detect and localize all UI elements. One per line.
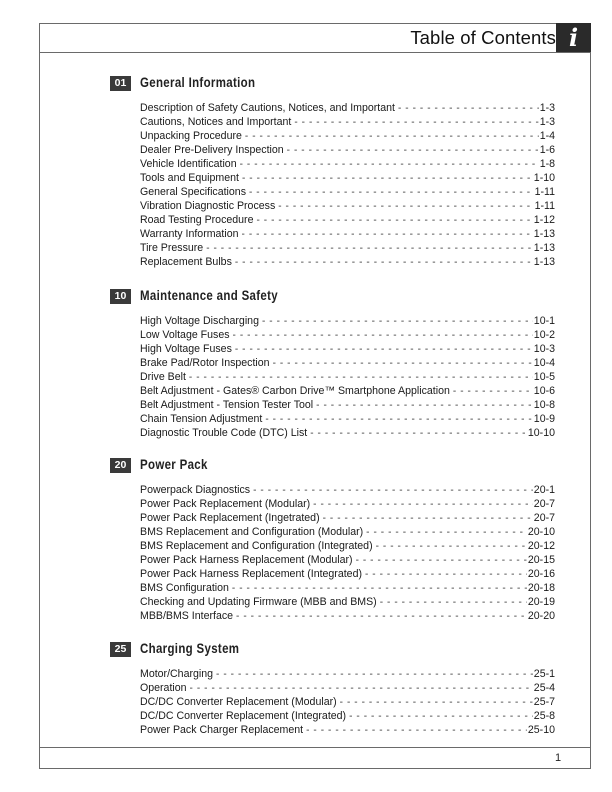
toc-entry-link[interactable]	[140, 143, 555, 157]
toc-entry-label: DC/DC Converter Replacement (Modular)	[140, 696, 337, 708]
section-number-badge: 20	[110, 458, 131, 473]
dot-leader	[310, 427, 527, 441]
toc-entry-link[interactable]	[140, 171, 555, 185]
dot-leader	[206, 242, 533, 256]
toc-entry-link[interactable]	[140, 667, 555, 681]
dot-leader	[189, 371, 533, 385]
toc-entry-label: DC/DC Converter Replacement (Integrated)	[140, 710, 347, 722]
info-icon: i	[556, 23, 591, 52]
dot-leader	[398, 102, 539, 116]
toc-entry-page: 1-6	[539, 144, 555, 156]
toc-entry-link[interactable]	[140, 525, 555, 539]
toc-entry-link[interactable]	[140, 723, 555, 737]
toc-entry-label: Description of Safety Cautions, Notices, and Important	[140, 102, 395, 114]
header-divider	[39, 52, 591, 53]
toc-entry-link[interactable]	[140, 328, 555, 342]
dot-leader	[240, 158, 539, 172]
toc-entry-page: 1-13	[533, 256, 555, 268]
dot-leader	[233, 329, 533, 343]
dot-leader	[262, 315, 533, 329]
toc-entry-label: Brake Pad/Rotor Inspection	[140, 357, 270, 369]
toc-entry-list	[140, 483, 555, 623]
dot-leader	[376, 540, 527, 554]
toc-entry-link[interactable]	[140, 199, 555, 213]
toc-entry-page: 10-3	[533, 343, 555, 355]
toc-entry-label: Chain Tension Adjustment	[140, 413, 263, 425]
toc-entry-page: 20-7	[533, 512, 555, 524]
toc-section	[110, 289, 555, 440]
toc-entry-link[interactable]	[140, 241, 555, 255]
toc-entry-page: 1-11	[534, 186, 555, 198]
toc-entry-label: BMS Configuration	[140, 582, 229, 594]
footer-divider	[39, 747, 591, 748]
toc-entry-page: 25-7	[533, 696, 555, 708]
dot-leader	[253, 484, 533, 498]
toc-entry-link[interactable]	[140, 426, 555, 440]
dot-leader	[313, 498, 533, 512]
toc-entry-link[interactable]	[140, 227, 555, 241]
toc-entry-page: 1-13	[533, 228, 555, 240]
toc-entry-page: 10-4	[533, 357, 555, 369]
dot-leader	[366, 526, 527, 540]
page-title: Table of Contents	[410, 27, 556, 48]
page-number: 1	[555, 752, 562, 764]
toc-entry-page: 1-3	[539, 102, 555, 114]
toc-entry-page: 1-13	[533, 242, 555, 254]
toc-entry-page: 25-8	[533, 710, 555, 722]
dot-leader	[249, 186, 534, 200]
dot-leader	[365, 568, 527, 582]
dot-leader	[235, 256, 533, 270]
toc-entry-page: 20-16	[527, 568, 555, 580]
dot-leader	[380, 596, 527, 610]
toc-entry-label: Tools and Equipment	[140, 172, 239, 184]
toc-entry-label: Power Pack Replacement (Modular)	[140, 498, 311, 510]
dot-leader	[306, 724, 527, 738]
toc-entry-label: Vehicle Identification	[140, 158, 237, 170]
section-number-badge: 10	[110, 289, 131, 304]
dot-leader	[236, 610, 527, 624]
toc-entry-label: BMS Replacement and Configuration (Integrated)	[140, 540, 373, 552]
dot-leader	[265, 413, 532, 427]
toc-entry-link[interactable]	[140, 356, 555, 370]
dot-leader	[242, 172, 533, 186]
dot-leader	[340, 696, 533, 710]
toc-entry-link[interactable]	[140, 157, 555, 171]
toc-section	[110, 76, 555, 269]
toc-entry-page: 10-9	[533, 413, 555, 425]
toc-entry-page: 20-20	[527, 610, 555, 622]
toc-entry-page: 20-7	[533, 498, 555, 510]
toc-entry-label: Checking and Updating Firmware (MBB and BMS)	[140, 596, 377, 608]
section-number-badge: 25	[110, 642, 131, 657]
dot-leader	[245, 130, 539, 144]
toc-entry-link[interactable]	[140, 384, 555, 398]
toc-entry-page: 1-3	[539, 116, 555, 128]
toc-entry-label: Motor/Charging	[140, 668, 214, 680]
toc-entry-label: Warranty Information	[140, 228, 239, 240]
toc-entry-page: 20-1	[533, 484, 555, 496]
toc-entry-page: 25-10	[527, 724, 555, 736]
section-number-badge: 01	[110, 76, 131, 91]
dot-leader	[453, 385, 533, 399]
toc-entry-list	[140, 314, 555, 440]
toc-entry-link[interactable]	[140, 398, 555, 412]
toc-entry-link[interactable]	[140, 412, 555, 426]
toc-entry-link[interactable]	[140, 115, 555, 129]
toc-entry-label: Cautions, Notices and Important	[140, 116, 292, 128]
dot-leader	[349, 710, 533, 724]
toc-entry-label: Unpacking Procedure	[140, 130, 242, 142]
toc-entry-link[interactable]	[140, 370, 555, 384]
toc-entry-label: Low Voltage Fuses	[140, 329, 230, 341]
dot-leader	[294, 116, 538, 130]
toc-entry-page: 25-4	[533, 682, 555, 694]
toc-entry-label: Power Pack Harness Replacement (Modular)	[140, 554, 353, 566]
toc-entry-label: Drive Belt	[140, 371, 186, 383]
toc-entry-page: 20-15	[527, 554, 555, 566]
toc-entry-link[interactable]	[140, 213, 555, 227]
toc-entry-link[interactable]	[140, 483, 555, 497]
dot-leader	[190, 682, 533, 696]
toc-entry-link[interactable]	[140, 681, 555, 695]
toc-section	[110, 458, 555, 623]
dot-leader	[356, 554, 527, 568]
toc-entry-page: 10-1	[533, 315, 555, 327]
toc-entry-label: Tire Pressure	[140, 242, 204, 254]
toc-entry-page: 10-5	[533, 371, 555, 383]
toc-entry-label: High Voltage Discharging	[140, 315, 259, 327]
toc-entry-label: BMS Replacement and Configuration (Modular)	[140, 526, 364, 538]
toc-entry-label: Powerpack Diagnostics	[140, 484, 251, 496]
toc-entry-page: 20-10	[527, 526, 555, 538]
toc-entry-list	[140, 667, 555, 737]
toc-entry-link[interactable]	[140, 553, 555, 567]
toc-entry-page: 20-19	[527, 596, 555, 608]
toc-entry-label: Power Pack Harness Replacement (Integrated)	[140, 568, 362, 580]
dot-leader	[232, 582, 527, 596]
toc-entry-link[interactable]	[140, 567, 555, 581]
dot-leader	[316, 399, 533, 413]
toc-entry-label: Belt Adjustment - Tension Tester Tool	[140, 399, 314, 411]
dot-leader	[323, 512, 533, 526]
toc-entry-page: 25-1	[533, 668, 555, 680]
toc-entry-label: Replacement Bulbs	[140, 256, 232, 268]
dot-leader	[235, 343, 533, 357]
dot-leader	[287, 144, 539, 158]
toc-entry-link[interactable]	[140, 314, 555, 328]
toc-entry-link[interactable]	[140, 609, 555, 623]
toc-section	[110, 642, 555, 737]
toc-entry-label: MBB/BMS Interface	[140, 610, 234, 622]
toc-entry-link[interactable]	[140, 539, 555, 553]
dot-leader	[278, 200, 533, 214]
dot-leader	[242, 228, 533, 242]
toc-entry-label: Power Pack Replacement (Ingetrated)	[140, 512, 320, 524]
dot-leader	[273, 357, 533, 371]
toc-entry-page: 10-8	[533, 399, 555, 411]
toc-entry-link[interactable]	[140, 101, 555, 115]
toc-entry-label: Road Testing Procedure	[140, 214, 254, 226]
toc-entry-link[interactable]	[140, 581, 555, 595]
toc-entry-link[interactable]	[140, 695, 555, 709]
toc-entry-list	[140, 101, 555, 269]
toc-entry-link[interactable]	[140, 497, 555, 511]
toc-entry-label: High Voltage Fuses	[140, 343, 232, 355]
toc-entry-label: General Specifications	[140, 186, 246, 198]
toc-entry-page: 10-10	[527, 427, 555, 439]
toc-entry-label: Dealer Pre-Delivery Inspection	[140, 144, 284, 156]
toc-entry-label: Belt Adjustment - Gates® Carbon Drive™ Smartphone Application	[140, 385, 450, 397]
section-title: General Information	[140, 74, 256, 90]
toc-entry-page: 1-11	[534, 200, 555, 212]
toc-entry-link[interactable]	[140, 255, 555, 269]
section-title: Power Pack	[140, 456, 208, 472]
toc-entry-page: 20-18	[527, 582, 555, 594]
toc-entry-link[interactable]	[140, 185, 555, 199]
toc-entry-page: 1-8	[539, 158, 555, 170]
toc-entry-page: 10-2	[533, 329, 555, 341]
toc-entry-label: Vibration Diagnostic Process	[140, 200, 276, 212]
toc-entry-link[interactable]	[140, 342, 555, 356]
toc-entry-label: Operation	[140, 682, 187, 694]
toc-entry-label: Power Pack Charger Replacement	[140, 724, 304, 736]
dot-leader	[216, 668, 533, 682]
toc-entry-link[interactable]	[140, 511, 555, 525]
section-title: Charging System	[140, 640, 240, 656]
toc-entry-page: 1-12	[533, 214, 555, 226]
toc-entry-link[interactable]	[140, 595, 555, 609]
section-title: Maintenance and Safety	[140, 287, 279, 303]
toc-entry-link[interactable]	[140, 129, 555, 143]
toc-entry-label: Diagnostic Trouble Code (DTC) List	[140, 427, 308, 439]
toc-entry-page: 20-12	[527, 540, 555, 552]
toc-entry-link[interactable]	[140, 709, 555, 723]
toc-entry-page: 1-10	[533, 172, 555, 184]
toc-entry-page: 1-4	[539, 130, 555, 142]
toc-entry-page: 10-6	[533, 385, 555, 397]
dot-leader	[256, 214, 532, 228]
